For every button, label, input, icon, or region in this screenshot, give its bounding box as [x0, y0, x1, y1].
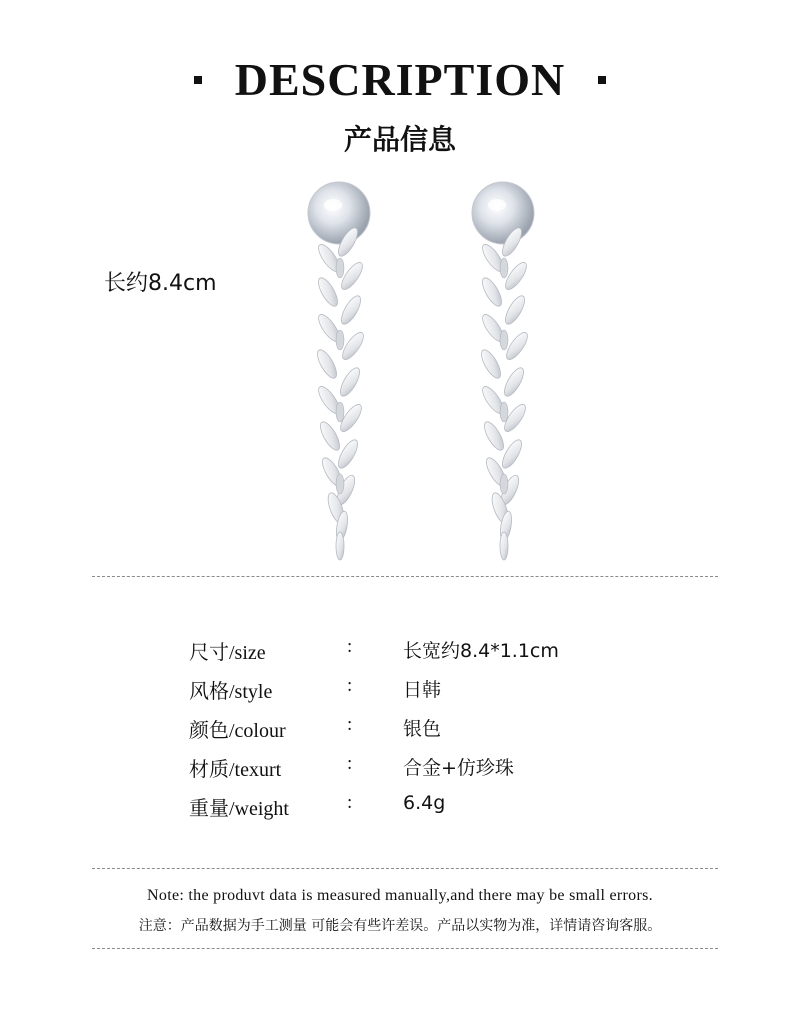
spec-row-size — [0, 628, 800, 667]
divider-middle — [92, 868, 718, 869]
spec-value: 长宽约8.4*1.1cm — [403, 640, 559, 662]
spec-value: 日韩 — [403, 679, 442, 701]
spec-row-style — [0, 667, 800, 706]
earring-left-image — [296, 180, 386, 570]
description-header — [0, 52, 800, 108]
spec-row-texture — [0, 745, 800, 784]
spec-colon: : — [347, 714, 353, 735]
spec-value: 银色 — [403, 718, 442, 740]
divider-top — [92, 576, 718, 577]
length-label: 长约8.4cm — [104, 271, 217, 296]
right-bullet-icon — [598, 76, 606, 84]
spec-key: 材质/texurt — [189, 759, 282, 781]
spec-colon: : — [347, 792, 353, 813]
note-english: Note: the produvt data is measured manually,and there may be small errors. — [147, 887, 653, 904]
spec-key: 风格/style — [189, 681, 273, 703]
spec-key: 重量/weight — [189, 798, 289, 820]
spec-value: 6.4g — [403, 792, 446, 814]
page-title: DESCRIPTION — [234, 54, 566, 105]
spec-table — [0, 628, 800, 823]
spec-key: 尺寸/size — [189, 642, 266, 664]
spec-colon: : — [347, 636, 353, 657]
spec-value: 合金+仿珍珠 — [403, 757, 514, 779]
spec-colon: : — [347, 753, 353, 774]
spec-colon: : — [347, 675, 353, 696]
spec-row-colour — [0, 706, 800, 745]
page-subtitle: 产品信息 — [343, 123, 456, 156]
spec-row-weight — [0, 784, 800, 823]
left-bullet-icon — [194, 76, 202, 84]
divider-bottom — [92, 948, 718, 949]
earring-right-image — [460, 180, 550, 570]
spec-key: 颜色/colour — [189, 720, 286, 742]
note-chinese: 注意：产品数据为手工测量 可能会有些许差误。产品以实物为准，详情请咨询客服。 — [138, 918, 662, 934]
